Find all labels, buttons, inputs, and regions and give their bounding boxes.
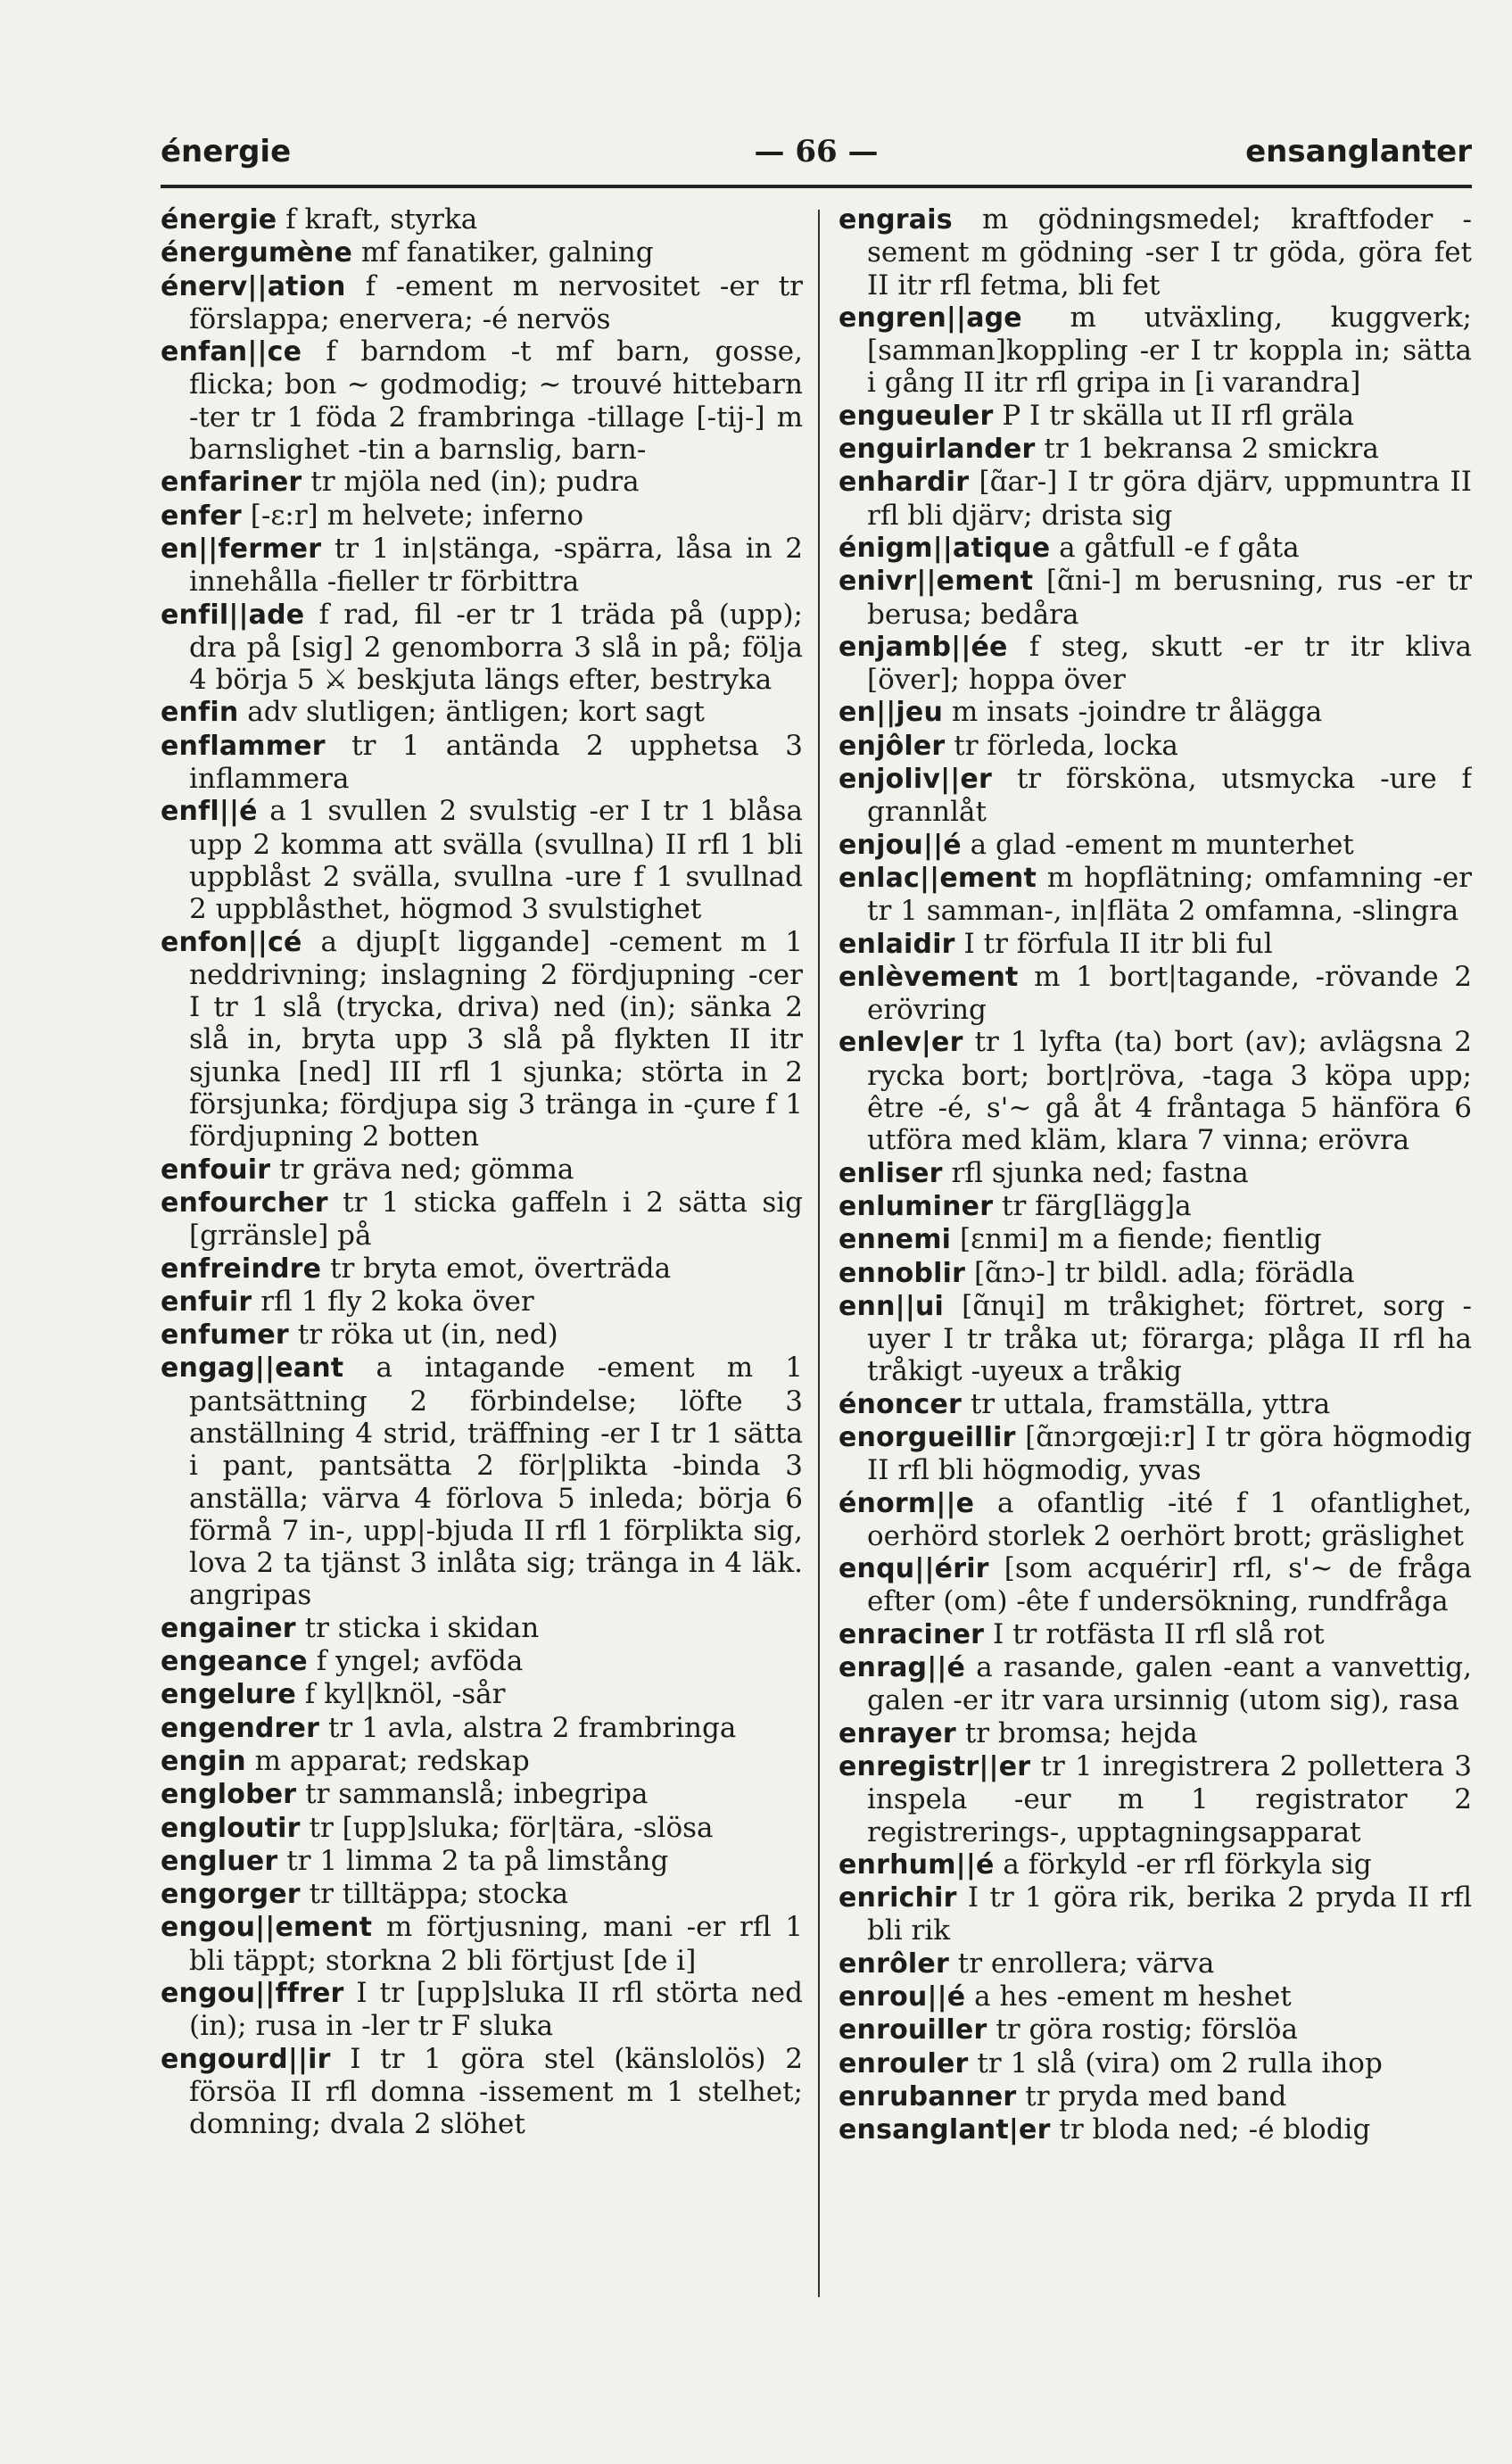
entry-headword: enjôler — [839, 730, 946, 762]
dictionary-entry — [839, 1388, 1472, 1421]
entry-definition: m gödningsmedel; kraftfoder -sement m gödning -ser I tr göda, göra fet II itr rfl fetma, bli fet — [867, 203, 1472, 302]
entry-headword: enrouiller — [839, 2014, 987, 2046]
entry-definition: [-ɛ:r] m helvete; inferno — [241, 499, 584, 532]
entry-headword: engin — [161, 1745, 246, 1777]
dictionary-entry — [839, 1881, 1472, 1947]
dictionary-entry — [161, 599, 803, 697]
entry-definition: tr 1 limma 2 ta på limstång — [277, 1844, 669, 1877]
dictionary-entry — [839, 1618, 1472, 1651]
entry-headword: ennoblir — [839, 1257, 966, 1289]
header-first-word: énergie — [161, 134, 292, 170]
entry-headword: enrubanner — [839, 2080, 1017, 2113]
entry-definition: tr bloda ned; -é blodig — [1050, 2113, 1371, 2146]
dictionary-entry — [161, 926, 803, 1153]
entry-definition: tr sticka i skidan — [295, 1611, 540, 1644]
entry-definition: f yngel; avföda — [307, 1645, 524, 1678]
entry-headword: énerv||ation — [161, 270, 346, 302]
entry-headword: enrou||é — [839, 1981, 966, 2013]
entry-headword: engourd||ir — [161, 2043, 331, 2075]
entry-headword: enfumer — [161, 1319, 289, 1352]
dictionary-entry — [161, 1153, 803, 1187]
dictionary-entry — [839, 1980, 1472, 2013]
entry-headword: enguirlander — [839, 434, 1036, 466]
entry-definition: m insats -joindre tr ålägga — [943, 696, 1323, 729]
header-rule — [161, 185, 1472, 188]
entry-headword: engou||ement — [161, 1912, 373, 1944]
column-divider — [818, 210, 820, 2297]
entry-headword: enlev|er — [839, 1027, 963, 1059]
dictionary-entry — [839, 1750, 1472, 1848]
entry-definition: tr bryta emot, överträda — [321, 1252, 672, 1285]
entry-definition: tr tilltäppa; stocka — [300, 1878, 569, 1911]
entry-headword: énergumène — [161, 237, 352, 269]
entry-definition: tr 1 bekransa 2 smickra — [1035, 433, 1379, 466]
entry-headword: engluer — [161, 1845, 278, 1877]
entry-definition: a 1 svullen 2 svulstig -er I tr 1 blåsa upp 2 komma att svälla (svullna) II rfl 1 bli uppblåst 2 svälla, svullna -ure f 1 svullnad 2 uppblåsthet, högmod 3 svulstighet — [189, 795, 803, 926]
entry-headword: engag||eant — [161, 1352, 344, 1385]
dictionary-entry — [839, 1421, 1472, 1487]
dictionary-entry — [161, 1352, 803, 1611]
entry-definition: P I tr skälla ut II rfl gräla — [993, 399, 1355, 432]
entry-headword: enlèvement — [839, 961, 1019, 993]
entry-definition: m förtjusning, mani -er rfl 1 bli täppt; storkna 2 bli förtjust [de i] — [189, 1911, 803, 1977]
dictionary-entry — [839, 2013, 1472, 2046]
dictionary-entry — [839, 928, 1472, 961]
entry-headword: enfon||cé — [161, 926, 302, 958]
dictionary-entry — [839, 400, 1472, 433]
entry-definition: I tr 1 göra stel (känslolös) 2 försöa II rfl domna -issement m 1 stelhet; domning; dvala 2 slöhet — [189, 2042, 803, 2141]
entry-headword: en||fermer — [161, 533, 322, 565]
entry-headword: ensanglant|er — [839, 2114, 1051, 2146]
entry-definition: [ɑ̃nɥi] m tråkighet; förtret, sorg -uyer I tr tråka ut; förarga; plåga II rfl ha tråkigt -uyeux a tråkig — [867, 1289, 1472, 1388]
dictionary-entry — [161, 795, 803, 925]
entry-definition: a glad -ement m munterhet — [961, 828, 1354, 861]
dictionary-entry — [161, 1645, 803, 1678]
entry-definition: tr 1 lyfta (ta) bort (av); avlägsna 2 rycka bort; bort|röva, -taga 3 köpa upp; être -é, s'~ gå åt 4 fråntaga 5 hänföra 6 utföra med kläm, klara 7 vinna; erövra — [867, 1026, 1472, 1157]
dictionary-entry — [161, 203, 803, 236]
dictionary-entry — [839, 1487, 1472, 1553]
entry-headword: enrhum||é — [839, 1848, 995, 1881]
dictionary-entry — [839, 433, 1472, 466]
entry-headword: enrag||é — [839, 1652, 966, 1684]
entry-definition: f -ement m nervositet -er tr förslappa; enervera; -é nervös — [189, 269, 803, 335]
dictionary-entry — [839, 763, 1472, 829]
dictionary-entry — [161, 1678, 803, 1711]
entry-definition: tr uttala, framställa, yttra — [962, 1387, 1331, 1420]
dictionary-entry — [839, 1717, 1472, 1750]
entry-definition: m hopflätning; omfamning -er tr 1 samman-, in|fläta 2 omfamna, -slingra — [867, 861, 1472, 928]
dictionary-entry — [161, 1253, 803, 1286]
dictionary-entry — [161, 1286, 803, 1319]
entry-definition: f kyl|knöl, -sår — [295, 1678, 506, 1711]
entry-headword: enflammer — [161, 730, 326, 762]
entry-headword: enlac||ement — [839, 862, 1037, 894]
entry-definition: a gåtfull -e f gåta — [1050, 531, 1300, 564]
entry-headword: enfan||ce — [161, 336, 302, 368]
dictionary-entry — [839, 961, 1472, 1027]
entry-headword: enjou||é — [839, 829, 962, 861]
entry-definition: [ɑ̃ar-] I tr göra djärv, uppmuntra II rfl bli djärv; drista sig — [867, 466, 1472, 532]
entry-headword: engendrer — [161, 1712, 320, 1744]
entry-headword: englober — [161, 1779, 297, 1811]
dictionary-entry — [161, 1812, 803, 1845]
entry-headword: enlaidir — [839, 928, 955, 960]
entry-definition: tr sammanslå; inbegripa — [296, 1778, 649, 1811]
dictionary-entry — [161, 1845, 803, 1878]
dictionary-entry — [839, 1257, 1472, 1290]
entry-definition: tr bromsa; hejda — [955, 1716, 1198, 1749]
dictionary-entry — [161, 1187, 803, 1253]
entry-definition: f steg, skutt -er tr itr kliva [över]; hoppa över — [867, 630, 1472, 697]
entry-headword: enluminer — [839, 1190, 994, 1222]
entry-headword: enfuir — [161, 1286, 252, 1318]
entry-definition: a intagande -ement m 1 pantsättning 2 förbindelse; löfte 3 anställning 4 strid, träffning -er I tr 1 sätta i pant, pantsätta 2 för|plikta -binda 3 anställa; värva 4 förlova 5 inleda; börja 6 förmå 7 in-, upp|-bjuda II rfl 1 förplikta sig, lova 2 ta tjänst 3 inlåta sig; tränga in 4 läk. angripas — [189, 1352, 803, 1612]
entry-headword: engainer — [161, 1612, 296, 1644]
entry-headword: enjamb||ée — [839, 631, 1008, 663]
dictionary-entry — [161, 1911, 803, 1977]
dictionary-entry — [161, 236, 803, 269]
entry-definition: [som acquérir] rfl, s'~ de fråga efter (om) -ête f undersökning, rundfråga — [867, 1552, 1472, 1618]
left-column — [161, 203, 803, 2300]
entry-headword: énoncer — [839, 1388, 962, 1420]
entry-definition: [ɑ̃ni-] m berusning, rus -er tr berusa; bedåra — [867, 565, 1472, 631]
page-number: — 66 — — [754, 134, 879, 170]
entry-headword: enjoliv||er — [839, 764, 992, 796]
entry-definition: I tr förfula II itr bli ful — [954, 927, 1273, 960]
entry-headword: engorger — [161, 1879, 301, 1911]
dictionary-entry — [161, 1612, 803, 1645]
entry-definition: a ofantlig -ité f 1 ofantlighet, oerhörd storlek 2 oerhört brott; gräslighet — [867, 1486, 1472, 1552]
entry-definition: tr mjöla ned (in); pudra — [302, 466, 640, 499]
entry-headword: enrouler — [839, 2047, 969, 2080]
dictionary-entry — [839, 1190, 1472, 1223]
dictionary-entry — [839, 302, 1472, 400]
entry-definition: tr färg[lägg]a — [993, 1189, 1192, 1222]
entry-definition: tr 1 antända 2 upphetsa 3 inflammera — [189, 729, 803, 796]
entry-definition: m apparat; redskap — [245, 1744, 530, 1777]
entry-definition: tr 1 slå (vira) om 2 rulla ihop — [968, 2046, 1383, 2080]
entry-definition: tr 1 inregistrera 2 pollettera 3 inspela -eur m 1 registrator 2 registrerings-, upptagningsapparat — [867, 1749, 1472, 1848]
entry-definition: [ɛnmi] m a fiende; fientlig — [951, 1223, 1322, 1256]
entry-headword: enqu||érir — [839, 1553, 989, 1585]
dictionary-entry — [839, 829, 1472, 862]
entry-headword: enfer — [161, 500, 242, 532]
entry-headword: enn||ui — [839, 1290, 945, 1322]
dictionary-entry — [161, 335, 803, 466]
dictionary-entry — [839, 1223, 1472, 1256]
entry-definition: m utväxling, kuggverk; [samman]koppling -er I tr koppla in; sätta i gång II itr rfl gripa in [i varandra] — [867, 301, 1472, 400]
entry-definition: tr 1 avla, alstra 2 frambringa — [319, 1711, 737, 1744]
entry-headword: enfl||é — [161, 796, 258, 828]
entry-headword: enraciner — [839, 1618, 985, 1650]
entry-definition: tr röka ut (in, ned) — [288, 1319, 558, 1352]
dictionary-entry — [839, 2113, 1472, 2146]
entry-headword: enrôler — [839, 1947, 949, 1980]
entry-definition: rfl 1 fly 2 koka över — [252, 1285, 534, 1318]
dictionary-entry — [839, 1848, 1472, 1881]
dictionary-entry — [161, 1878, 803, 1911]
dictionary-entry — [839, 1552, 1472, 1618]
entry-headword: engrais — [839, 204, 953, 236]
entry-headword: engeance — [161, 1646, 308, 1678]
dictionary-entry — [161, 270, 803, 336]
entry-definition: tr 1 sticka gaffeln i 2 sätta sig [grränsle] på — [189, 1186, 803, 1253]
dictionary-entry — [839, 565, 1472, 631]
entry-headword: enregistr||er — [839, 1750, 1031, 1782]
entry-definition: a hes -ement m heshet — [965, 1980, 1292, 2013]
entry-headword: engou||ffrer — [161, 1978, 344, 2010]
entry-headword: engren||age — [839, 302, 1022, 334]
entry-definition: I tr 1 göra rik, berika 2 pryda II rfl bli rik — [867, 1881, 1472, 1947]
entry-headword: enfariner — [161, 467, 302, 499]
entry-definition: a förkyld -er rfl förkyla sig — [994, 1848, 1372, 1881]
right-column — [839, 203, 1472, 2300]
entry-headword: enliser — [839, 1157, 943, 1189]
dictionary-entry — [161, 1712, 803, 1745]
dictionary-entry — [161, 730, 803, 796]
dictionary-entry — [161, 696, 803, 729]
entry-definition: [ɑ̃nɔrgœji:r] I tr göra högmodig II rfl bli högmodig, yvas — [867, 1420, 1472, 1487]
entry-definition: rfl sjunka ned; fastna — [942, 1156, 1249, 1189]
entry-headword: enrayer — [839, 1717, 956, 1749]
entry-headword: ennemi — [839, 1224, 952, 1256]
entry-headword: enhardir — [839, 467, 970, 499]
entry-definition: tr enrollera; värva — [948, 1947, 1215, 1980]
entry-definition: m 1 bort|tagande, -rövande 2 erövring — [867, 960, 1472, 1027]
entry-definition: f barndom -t mf barn, gosse, flicka; bon ~ godmodig; ~ trouvé hittebarn -ter tr 1 föda 2 frambringa -tillage [-tij-] m barnslighet -tin a barnslig, barn- — [189, 335, 803, 467]
dictionary-entry — [839, 2047, 1472, 2080]
entry-headword: enfil||ade — [161, 599, 305, 631]
entry-headword: énigm||atique — [839, 532, 1051, 564]
entry-definition: tr 1 in|stänga, -spärra, låsa in 2 innehålla -fieller tr förbittra — [189, 532, 803, 599]
entry-headword: enorgueillir — [839, 1421, 1016, 1453]
dictionary-entry — [161, 466, 803, 499]
dictionary-entry — [839, 203, 1472, 302]
entry-headword: engelure — [161, 1679, 296, 1711]
entry-headword: énergie — [161, 204, 277, 236]
entry-definition: tr göra rostig; förslöa — [987, 2013, 1298, 2046]
dictionary-entry — [161, 533, 803, 599]
dictionary-entry — [839, 1026, 1472, 1156]
dictionary-entry — [839, 1651, 1472, 1717]
dictionary-entry — [161, 1319, 803, 1352]
dictionary-entry — [161, 1778, 803, 1811]
entry-headword: enivr||ement — [839, 566, 1034, 598]
dictionary-entry — [839, 532, 1472, 565]
dictionary-entry — [839, 862, 1472, 928]
entry-definition: I tr rotfästa II rfl slå rot — [984, 1617, 1325, 1650]
header-last-word: ensanglanter — [1245, 134, 1472, 170]
entry-definition: adv slutligen; äntligen; kort sagt — [238, 696, 705, 729]
dictionary-entry — [839, 631, 1472, 697]
dictionary-entry — [839, 730, 1472, 763]
entry-definition: tr förleda, locka — [945, 729, 1178, 762]
page-header — [161, 125, 1472, 178]
entry-headword: énorm||e — [839, 1487, 975, 1519]
dictionary-entry — [161, 1977, 803, 2043]
dictionary-entry — [161, 1745, 803, 1778]
entry-definition: f rad, fil -er tr 1 träda på (upp); dra på [sig] 2 genomborra 3 slå in på; följa 4 börja 5 ⚔ beskjuta längs efter, bestryka — [189, 598, 803, 697]
entry-definition: [ɑ̃nɔ-] tr bildl. adla; förädla — [965, 1256, 1355, 1289]
dictionary-entry — [839, 696, 1472, 729]
entry-definition: a rasande, galen -eant a vanvettig, galen -er itr vara ursinnig (utom sig), rasa — [867, 1651, 1472, 1717]
entry-headword: enfreindre — [161, 1253, 322, 1285]
entry-definition: f kraft, styrka — [277, 203, 478, 236]
entry-definition: tr försköna, utsmycka -ure f grannlåt — [867, 763, 1472, 829]
entry-definition: mf fanatiker, galning — [352, 236, 654, 269]
dictionary-entry — [839, 1290, 1472, 1388]
dictionary-entry — [161, 500, 803, 533]
entry-headword: engueuler — [839, 400, 994, 432]
entry-definition: I tr [upp]sluka II rfl störta ned (in); rusa in -ler tr F sluka — [189, 1977, 803, 2043]
dictionary-entry — [839, 1157, 1472, 1190]
dictionary-entry — [839, 466, 1472, 532]
entry-definition: tr gräva ned; gömma — [270, 1153, 574, 1186]
entry-definition: a djup[t liggande] -cement m 1 neddrivning; inslagning 2 fördjupning -cer I tr 1 slå (trycka, driva) ned (in); sänka 2 slå in, bryta upp 3 slå på flykten II itr sjunka [ned] III rfl 1 sjunka; störta in 2 försjunka; fördjupa sig 3 tränga in -çure f 1 fördjupning 2 botten — [189, 925, 803, 1153]
entry-headword: enfin — [161, 697, 239, 729]
entry-headword: engloutir — [161, 1812, 301, 1844]
dictionary-entry — [839, 2080, 1472, 2113]
entry-definition: tr [upp]sluka; för|tära, -slösa — [300, 1811, 714, 1844]
entry-definition: tr pryda med band — [1016, 2080, 1287, 2113]
dictionary-entry — [161, 2043, 803, 2141]
entry-headword: enfouir — [161, 1153, 271, 1186]
entry-headword: en||jeu — [839, 697, 944, 729]
entry-headword: enrichir — [839, 1882, 957, 1914]
entry-headword: enfourcher — [161, 1187, 328, 1219]
dictionary-entry — [839, 1947, 1472, 1980]
